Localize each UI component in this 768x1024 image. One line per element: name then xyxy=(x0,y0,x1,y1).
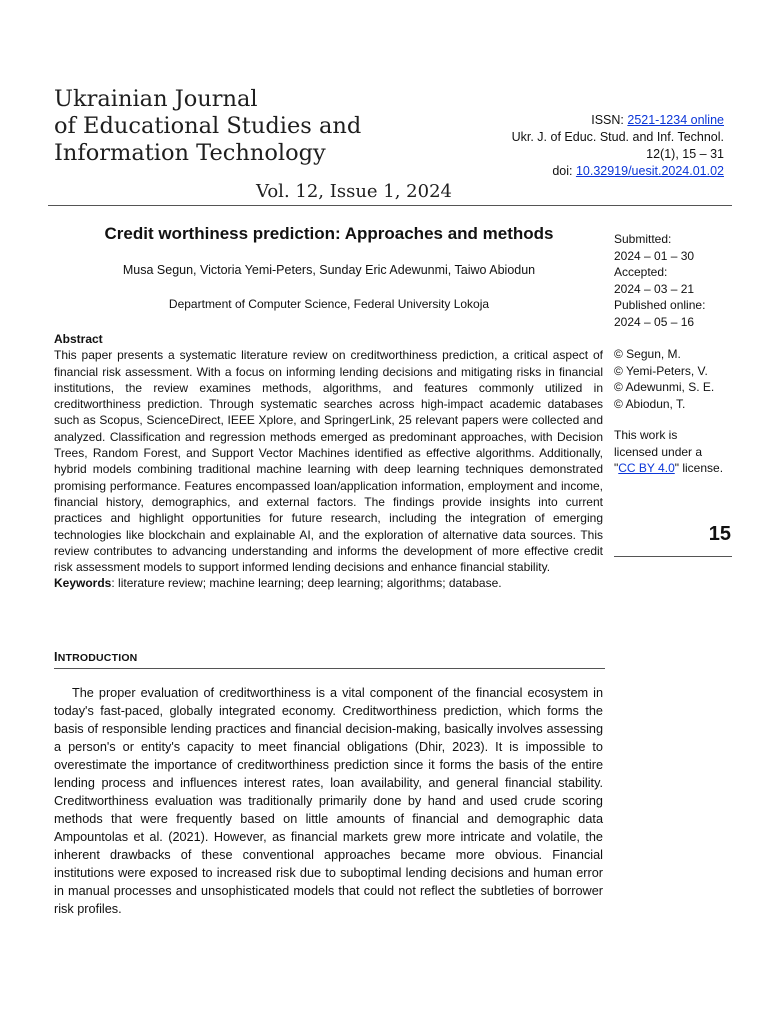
doi-link[interactable]: 10.32919/uesit.2024.01.02 xyxy=(575,164,724,178)
introduction-heading xyxy=(54,650,137,664)
introduction-body xyxy=(54,684,603,918)
issn-label: ISSN: xyxy=(591,113,628,127)
introduction-rule xyxy=(54,668,605,669)
article-authors: Musa Segun, Victoria Yemi-Peters, Sunday Eric Adewunmi, Taiwo Abiodun xyxy=(122,263,536,277)
page-number: 15 xyxy=(708,523,731,545)
introduction-heading-rest: NTRODUCTION xyxy=(57,652,138,664)
volume-text: Vol. 12, Issue 1, 2024 xyxy=(256,181,452,202)
issue-pages: 12(1), 15 – 31 xyxy=(646,147,724,161)
journal-title-line: Information Technology xyxy=(54,140,326,166)
copyright-line: © Abiodun, T. xyxy=(614,396,686,411)
accepted-label: Accepted: xyxy=(614,265,668,279)
article-title: Credit worthiness prediction: Approaches and methods xyxy=(104,224,554,243)
issn-line xyxy=(512,112,724,129)
sidebar-rule xyxy=(614,556,732,557)
copyright-block xyxy=(614,346,736,412)
introduction-paragraph: The proper evaluation of creditworthiness is a vital component of the financial ecosystem in today's fast-paced, globally integrated economy. Creditworthiness prediction, which forms the basis of responsible lending practices and financial decision-making, basically involves assessing a person's or entity's capacity to meet financial obligations (Dhir, 2023). It is impossible to overestimate the importance of creditworthiness prediction since it forms the basis of the entire lending process and influences interest rates, loan availability, and general financial stability. Creditworthiness evaluation was traditionally primarily done by hand and used crude scoring methods that were frequently based on little amounts of financial and demographic data Ampountolas et al. (2021). However, as financial markets grew more intricate and volatile, the inherent drawbacks of these conventional approaches became more obvious. Financial institutions were exposed to increased risk due to suboptimal lending decisions and human error in manual processes and unsophisticated models that could not reflect the subtleties of borrower risk profiles. xyxy=(54,686,603,916)
copyright-line: © Yemi-Peters, V. xyxy=(614,363,708,378)
introduction-heading-initial: I xyxy=(54,650,58,664)
issn-link[interactable]: 2521-1234 online xyxy=(627,113,724,127)
abstract-section xyxy=(54,331,603,592)
license-link[interactable]: CC BY 4.0 xyxy=(618,461,675,475)
journal-title xyxy=(54,86,361,167)
doi-label: doi: xyxy=(552,164,576,178)
keywords-text: : literature review; machine learning; deep learning; algorithms; database. xyxy=(111,576,502,591)
keywords-label: Keywords xyxy=(54,576,112,591)
header-rule xyxy=(48,205,732,206)
license-suffix: " license. xyxy=(674,461,724,475)
submitted-date: 2024 – 01 – 30 xyxy=(614,248,695,263)
published-date: 2024 – 05 – 16 xyxy=(614,314,695,329)
submitted-label: Submitted: xyxy=(614,232,672,246)
journal-abbrev: Ukr. J. of Educ. Stud. and Inf. Technol. xyxy=(511,130,724,144)
keywords-line xyxy=(54,575,603,591)
license-line-link xyxy=(614,460,736,477)
journal-title-line: Ukrainian Journal xyxy=(54,86,258,112)
abstract-heading: Abstract xyxy=(54,332,103,346)
journal-title-line: of Educational Studies and xyxy=(54,113,362,139)
accepted-date: 2024 – 03 – 21 xyxy=(614,281,695,296)
license-line: This work is xyxy=(614,428,678,442)
article-affiliation: Department of Computer Science, Federal University Lokoja xyxy=(168,297,490,311)
license-line: licensed under a xyxy=(614,444,703,459)
copyright-line: © Adewunmi, S. E. xyxy=(614,380,715,394)
volume-line xyxy=(0,181,768,202)
abstract-text: This paper presents a systematic literature review on creditworthiness prediction, a critical aspect of financial risk assessment. With a focus on informing lending decisions and mitigating risks in financial institutions, the review examines methods, algorithms, and features commonly utilized in creditworthiness prediction. Through systematic searches across high-impact academic databases such as Scopus, ScienceDirect, IEEE Xplore, and SpringerLink, 25 relevant papers were collected and analyzed. Classification and regression methods emerged as predominant approaches, with Decision Trees, Random Forest, and Support Vector Machines identified as effective algorithms. Additionally, hybrid models combining traditional machine learning with deep learning techniques demonstrated promising performance. Features encompassed loan/application information, employment and income, financial history, demographics, and external factors. The findings provide insights into current practices and highlight opportunities for future research, including the integration of emerging technologies like blockchain and explainable AI, and the exploration of alternative data sources. This review contributes to advancing understanding and informs the development of more effective credit risk assessment models to support informed lending decisions and enhance financial stability. xyxy=(54,348,603,575)
copyright-line: © Segun, M. xyxy=(614,347,681,361)
issn-block xyxy=(512,112,724,180)
dates-block xyxy=(614,231,736,330)
license-block xyxy=(614,427,736,477)
license-quote-open: " xyxy=(614,461,619,475)
doi-line xyxy=(512,163,724,180)
published-label: Published online: xyxy=(614,298,706,312)
